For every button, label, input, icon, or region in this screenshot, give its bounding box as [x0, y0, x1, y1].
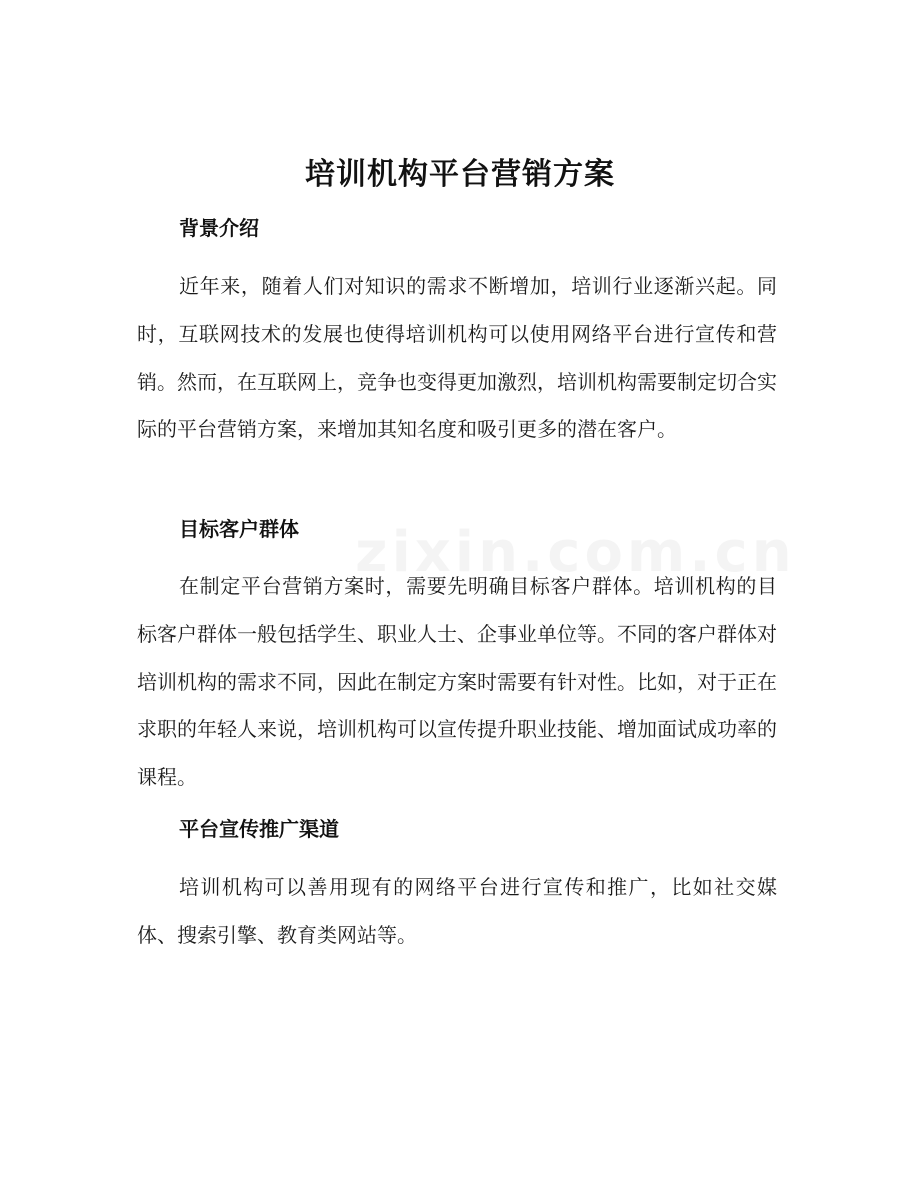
section-paragraph-promotion-channels: 培训机构可以善用现有的网络平台进行宣传和推广，比如社交媒体、搜索引擎、教育类网站等。	[137, 875, 777, 947]
section-heading-target-customers: 目标客户群体	[179, 517, 299, 541]
section-paragraph-target-customers: 在制定平台营销方案时，需要先明确目标客户群体。培训机构的目标客户群体一般包括学生、职业人士、企事业单位等。不同的客户群体对培训机构的需求不同，因此在制定方案时需要有针对性。比如，对于正在求职的年轻人来说，培训机构可以宣传提升职业技能、增加面试成功率的课程。	[137, 574, 777, 790]
document-title: 培训机构平台营销方案	[305, 157, 615, 192]
section-heading-background: 背景介绍	[179, 216, 259, 240]
section-paragraph-background: 近年来，随着人们对知识的需求不断增加，培训行业逐渐兴起。同时，互联网技术的发展也使得培训机构可以使用网络平台进行宣传和营销。然而，在互联网上，竞争也变得更加激烈，培训机构需要制定切合实际的平台营销方案，来增加其知名度和吸引更多的潜在客户。	[137, 274, 777, 442]
section-heading-promotion-channels: 平台宣传推广渠道	[179, 817, 339, 841]
